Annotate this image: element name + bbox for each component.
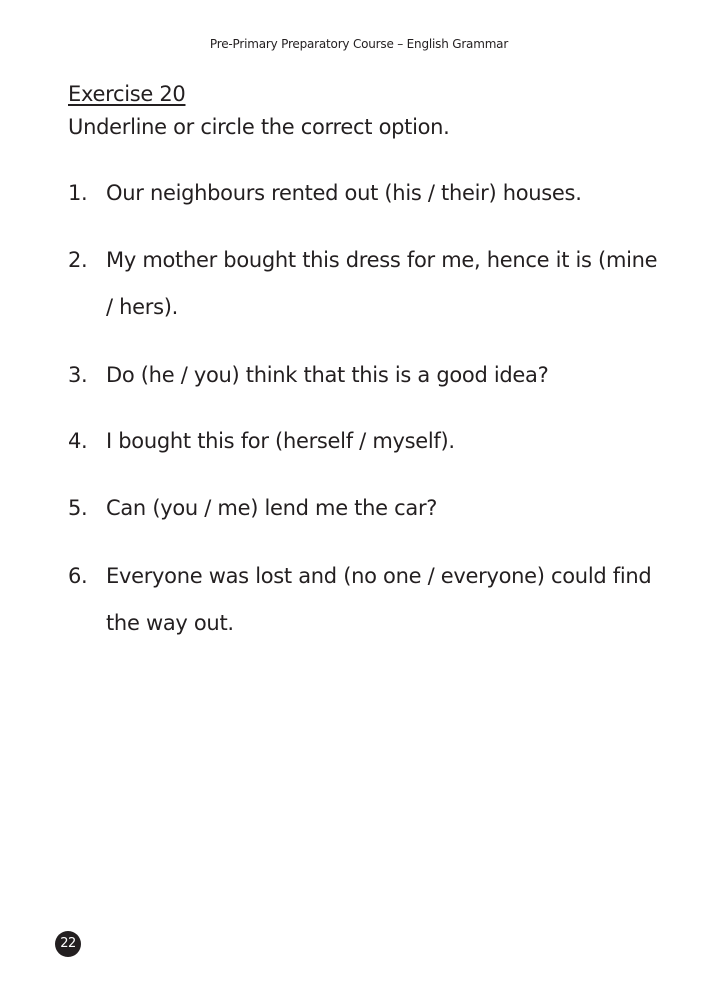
exercise-title: Exercise 20 [68,82,186,106]
question-text: My mother bought this dress for me, hence it is (mine / hers). [106,247,658,319]
question-number: 4. [68,429,88,453]
question-text: Can (you / me) lend me the car? [106,495,438,520]
page-number-badge: 22 [55,931,81,957]
question-number: 5. [68,496,88,520]
running-header: Pre-Primary Preparatory Course – English Grammar [209,37,509,51]
question-number: 6. [68,564,88,588]
question-number: 3. [68,363,88,387]
question-number: 2. [68,248,88,272]
question-text: Our neighbours rented out (his / their) houses. [106,180,582,205]
question-text: Everyone was lost and (no one / everyone) could find the way out. [106,563,652,635]
question-text: I bought this for (herself / myself). [106,428,455,453]
question-number: 1. [68,181,88,205]
exercise-instruction: Underline or circle the correct option. [68,115,450,139]
question-text: Do (he / you) think that this is a good idea? [106,362,549,387]
